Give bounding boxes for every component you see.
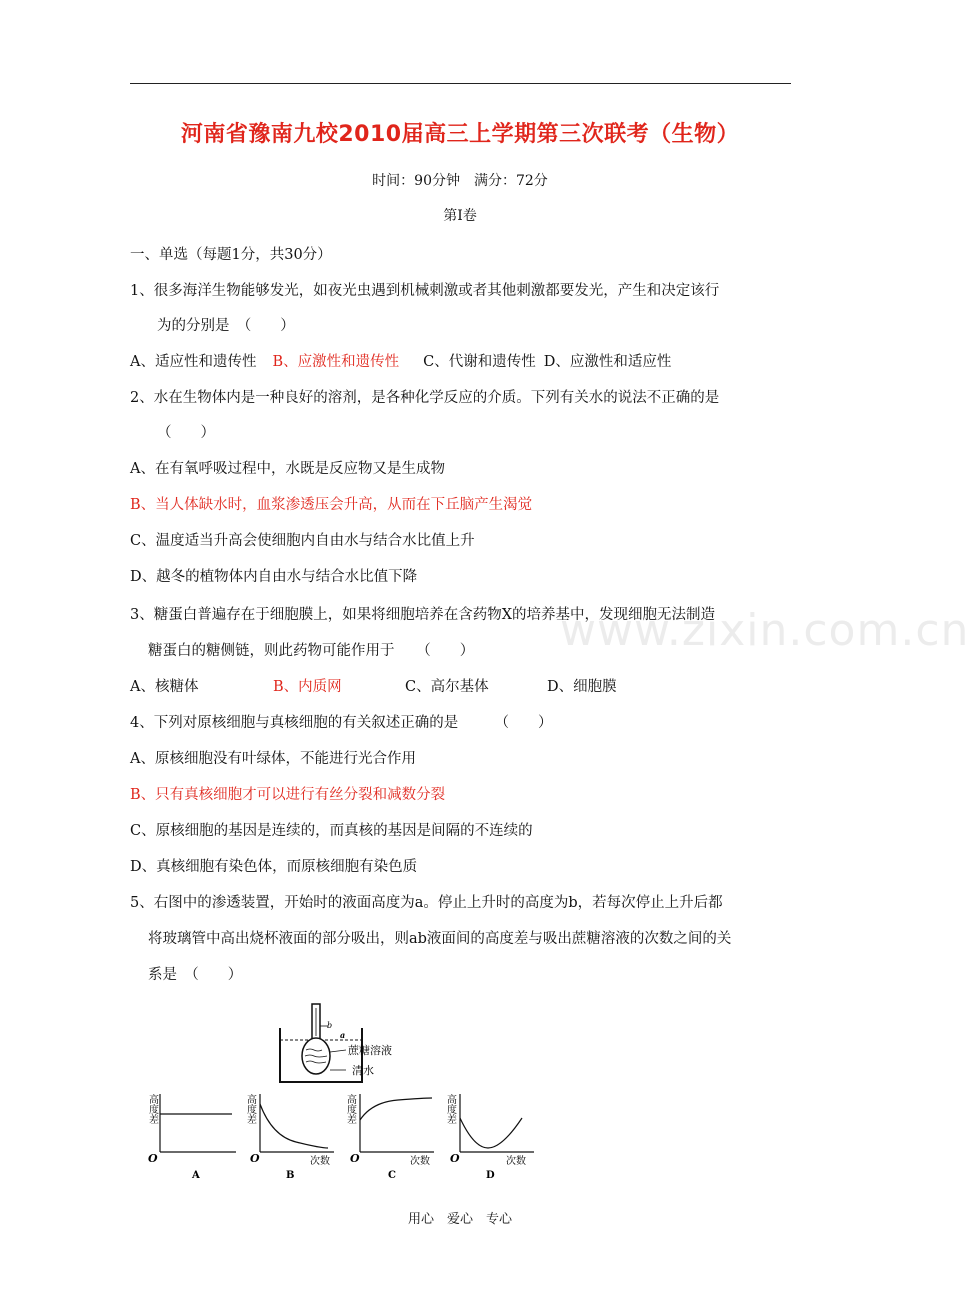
page-footer: 用心 爱心 专心 [407,1212,512,1227]
graph-c-xlabel: 次数 [410,1156,430,1167]
label-sucrose: 蔗糖溶液 [348,1044,392,1057]
graph-a [140,1090,240,1182]
graph-b-label: B [286,1170,295,1181]
part-label: 第I卷 [443,208,477,224]
graph-d [438,1090,538,1182]
graph-c-curve [360,1098,432,1120]
graph-d-label: D [486,1170,495,1181]
q3-option-a: A、核糖体 [130,679,199,695]
graph-d-ylabel: 高度差 [444,1094,456,1124]
q4-stem: 4、下列对原核细胞与真核细胞的有关叙述正确的是 （ ） [130,715,553,731]
graph-b-ylabel: 高度差 [244,1094,256,1124]
exam-meta: 时间：90分钟 满分：72分 [372,173,548,189]
section-heading: 一、单选（每题1分，共30分） [130,247,332,263]
osmotic-bag [302,1038,330,1074]
graph-d-curve [460,1118,522,1148]
graph-b-xlabel: 次数 [310,1156,330,1167]
label-water: 清水 [352,1064,374,1077]
graph-a-ylabel: 高度差 [146,1094,158,1124]
q1-stem-line1: 1、很多海洋生物能够发光，如夜光虫遇到机械刺激或者其他刺激都要发光，产生和决定该行 [130,283,720,299]
q4-option-a: A、原核细胞没有叶绿体，不能进行光合作用 [130,751,416,767]
graph-c-origin: O [350,1152,360,1165]
q2-option-c: C、温度适当升高会使细胞内自由水与结合水比值上升 [130,533,475,549]
q1-option-a: A、适应性和遗传性 [130,354,257,370]
graph-d-xlabel: 次数 [506,1156,526,1167]
q1-options [130,350,671,371]
q1-stem-line2: 为的分别是 （ ） [157,318,295,334]
q5-stem-line1: 5、右图中的渗透装置，开始时的液面高度为a。停止上升时的高度为b，若每次停止上升后都 [130,895,723,911]
q2-option-b: B、当人体缺水时，血浆渗透压会升高，从而在下丘脑产生渴觉 [130,497,533,513]
graph-c [338,1090,438,1182]
q3-option-d: D、细胞膜 [547,679,617,695]
q2-stem-line2: （ ） [157,425,215,441]
graph-a-label: A [192,1170,200,1181]
q4-option-c: C、原核细胞的基因是连续的，而真核的基因是间隔的不连续的 [130,823,533,839]
graph-b-origin: O [250,1152,260,1165]
q4-option-d: D、真核细胞有染色体，而原核细胞有染色质 [130,859,418,875]
q1-option-c: C、代谢和遗传性 [423,354,536,370]
header-rule [130,83,791,84]
graph-b-curve [260,1104,328,1148]
q2-option-a: A、在有氧呼吸过程中，水既是反应物又是生成物 [130,461,445,477]
q5-stem-line3: 系是 （ ） [148,967,243,983]
q1-option-b: B、应激性和遗传性 [272,354,400,370]
q3-option-c: C、高尔基体 [405,679,489,695]
q4-option-b: B、只有真核细胞才可以进行有丝分裂和减数分裂 [130,787,446,803]
q2-option-d: D、越冬的植物体内自由水与结合水比值下降 [130,569,418,585]
graph-a-origin: O [148,1152,158,1165]
q5-stem-line2: 将玻璃管中高出烧杯液面的部分吸出，则ab液面间的高度差与吸出蔗糖溶液的次数之间的关 [148,931,732,947]
glass-tube [312,1004,320,1040]
osmosis-apparatus-figure [270,1000,440,1088]
graph-c-label: C [388,1170,396,1181]
graph-b [238,1090,338,1182]
watermark: www.zixin.com.cn [560,605,969,656]
graph-d-origin: O [450,1152,460,1165]
page-title: 河南省豫南九校2010届高三上学期第三次联考（生物） [180,122,740,147]
sucrose-pointer [330,1050,346,1052]
graph-c-ylabel: 高度差 [344,1094,356,1124]
q3-option-b: B、内质网 [273,679,342,695]
label-a: a [340,1030,346,1040]
label-b: b [327,1021,333,1030]
q1-option-d: D、应激性和适应性 [543,354,672,370]
q2-stem-line1: 2、水在生物体内是一种良好的溶剂，是各种化学反应的介质。下列有关水的说法不正确的是 [130,390,720,406]
q3-stem-line1: 3、糖蛋白普遍存在于细胞膜上，如果将细胞培养在含药物X的培养基中，发现细胞无法制造 [130,607,716,623]
q3-stem-line2: 糖蛋白的糖侧链，则此药物可能作用于 （ ） [148,643,475,659]
